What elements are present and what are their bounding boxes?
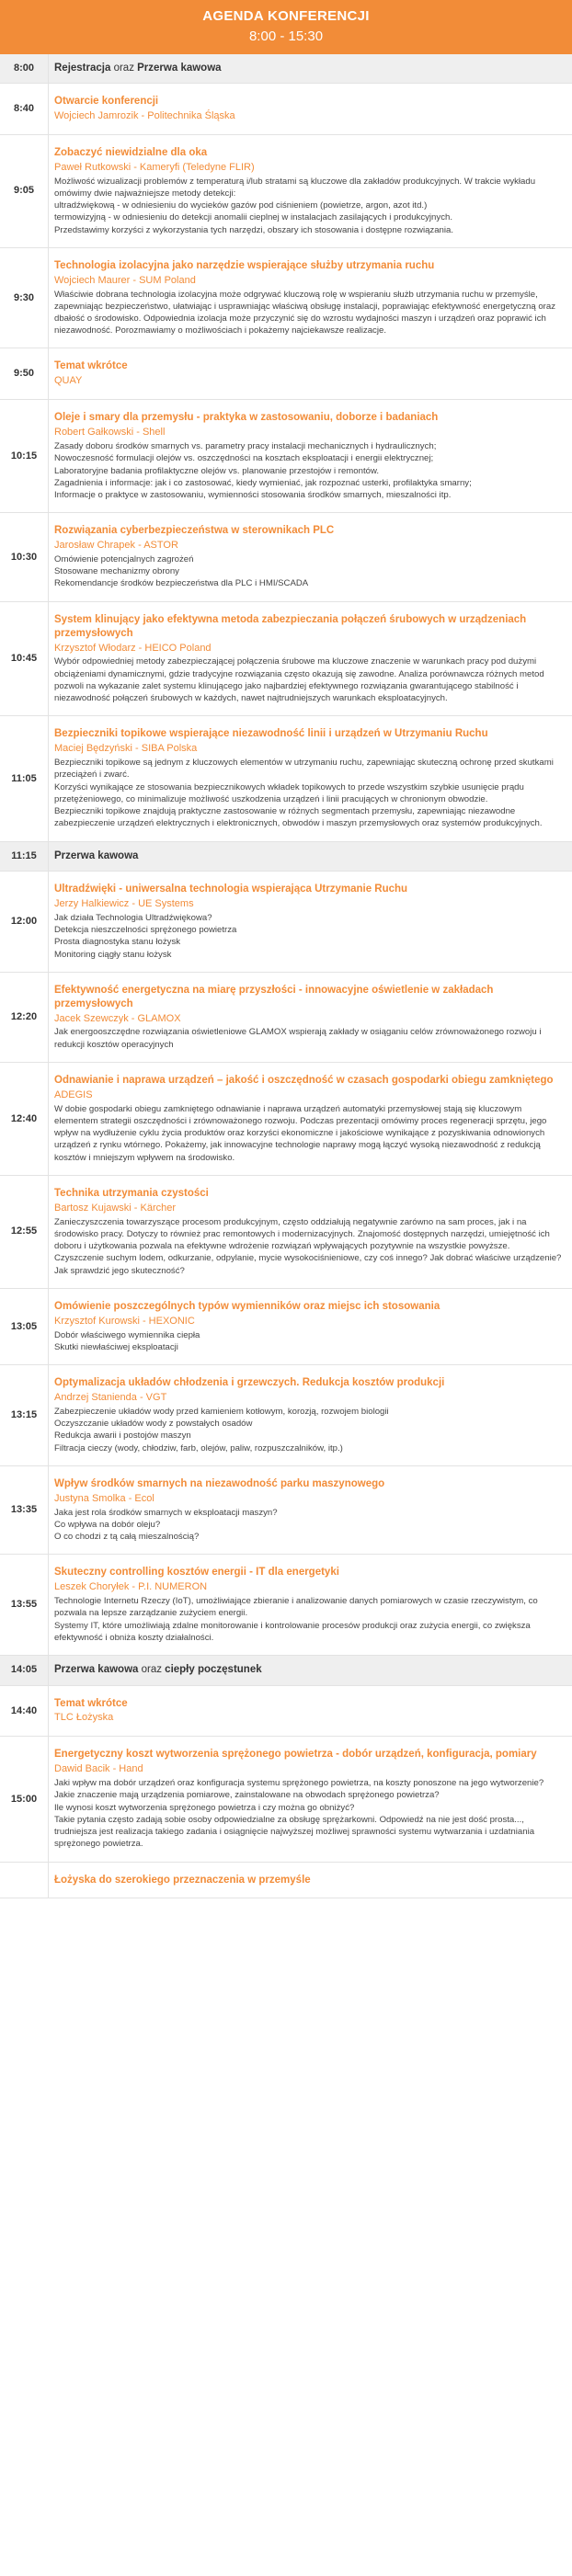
session-title: Technika utrzymania czystości	[54, 1187, 209, 1199]
session-row	[0, 1176, 572, 1289]
break-label: Rejestracja	[54, 62, 111, 74]
session-title: Efektywność energetyczna na miarę przyszłości - innowacyjne oświetlenie w zakładach przemysłowych	[54, 984, 494, 1009]
break-label: Przerwa kawowa	[137, 62, 222, 74]
session-content	[48, 602, 572, 716]
time-slot: 10:15	[10, 450, 38, 462]
session-speaker: Krzysztof Kurowski - HEXONIC	[54, 1315, 195, 1327]
time-slot: 8:00	[13, 62, 35, 74]
session-speaker: Bartosz Kujawski - Kärcher	[54, 1202, 177, 1214]
break-connector: oraz	[110, 62, 138, 74]
time-slot: 11:15	[11, 849, 37, 861]
session-description: Jaka jest rola środków smarnych w eksploatacji maszyn? Co wpływa na dobór oleju? O co chodzi z tą całą mieszalnością?	[54, 1507, 278, 1543]
time-slot: 15:00	[10, 1793, 38, 1805]
session-description: Wybór odpowiedniej metody zabezpieczającej połączenia śrubowe ma kluczowe znaczenie w warunkach pracy pod dużymi obciążeniami dynamicznymi, gdzie tradycyjne rozwiązania często okazują się zawodne. Analiza porównawcza różnych metod pozwoli na wykazanie zalet systemu klinującego jako najbardziej efektywnego rozwiązania gwarantującego stabilność i niezawodność połączeń śrubowych w każdych, nawet najtrudniejszych warunkach eksploatacyjnych.	[54, 656, 544, 704]
session-content	[48, 716, 572, 840]
session-content	[48, 1176, 572, 1288]
session-title: Odnawianie i naprawa urządzeń – jakość i oszczędność w czasach gospodarki obiegu zamkniętego	[54, 1074, 554, 1086]
session-row	[0, 248, 572, 349]
time-slot: 12:40	[10, 1112, 38, 1124]
session-speaker: Paweł Rutkowski - Kameryfi (Teledyne FLIR)	[54, 161, 255, 173]
agenda-title: AGENDA KONFERENCJI	[202, 8, 370, 24]
session-title: Wpływ środków smarnych na niezawodność parku maszynowego	[54, 1477, 385, 1489]
time-slot: 10:45	[10, 653, 38, 665]
session-title: System klinujący jako efektywna metoda zabezpieczania połączeń śrubowych w urządzeniach przemysłowych	[54, 613, 527, 639]
agenda-time-range: 8:00 - 15:30	[248, 28, 324, 45]
session-row	[0, 973, 572, 1063]
session-title: Bezpieczniki topikowe wspierające niezawodność linii i urządzeń w Utrzymaniu Ruchu	[54, 728, 488, 740]
session-row	[0, 348, 572, 400]
time-slot: 9:05	[13, 185, 35, 197]
session-row	[0, 135, 572, 248]
time-slot: 12:00	[10, 915, 38, 927]
session-row	[0, 1063, 572, 1176]
session-row	[0, 1365, 572, 1466]
session-row	[0, 872, 572, 973]
session-title: Temat wkrótce	[54, 1697, 128, 1709]
session-speaker: Dawid Bacik - Hand	[54, 1763, 143, 1775]
session-speaker: Leszek Choryłek - P.I. NUMERON	[54, 1581, 208, 1593]
session-speaker: ADEGIS	[54, 1089, 93, 1100]
time-slot: 13:35	[10, 1504, 38, 1516]
session-speaker: Krzysztof Włodarz - HEICO Poland	[54, 642, 212, 654]
time-slot: 9:30	[13, 291, 35, 303]
time-slot: 13:55	[10, 1599, 38, 1611]
session-title: Łożyska do szerokiego przeznaczenia w przemyśle	[54, 1874, 311, 1886]
session-row	[0, 1686, 572, 1738]
session-content	[48, 1063, 572, 1175]
session-row	[0, 84, 572, 135]
session-title: Temat wkrótce	[54, 360, 128, 372]
session-title: Omówienie poszczególnych typów wymienników oraz miejsc ich stosowania	[54, 1300, 440, 1312]
break-content	[48, 54, 572, 84]
session-content	[48, 1466, 572, 1554]
session-speaker: Maciej Będzyński - SIBA Polska	[54, 743, 198, 755]
session-title: Energetyczny koszt wytworzenia sprężonego powietrza - dobór urządzeń, konfiguracja, pomiary	[54, 1749, 537, 1761]
session-content	[48, 135, 572, 247]
session-description: Bezpieczniki topikowe są jednym z kluczowych elementów w utrzymaniu ruchu, zapewniając skuteczną ochronę przed skutkami przeciążeń i zwarć. Korzyści wynikające ze stosowania bezpiecznikowych wkładek topikowych to przede wszystkim szybkie usunięcie prądu przetężeniowego, co minimalizuje możliwość uszkodzenia urządzeń i linii pracujących w chronionym obwodzie. Bezpieczniki topikowe znajdują praktyczne zastosowanie w różnych segmentach przemysłu, zapewniając niezawodne zabezpieczenie urządzeń elektrycznych i elektronicznych, obwodów i maszyn przemysłowych oraz systemów produkcyjnych.	[54, 758, 554, 829]
break-content	[48, 842, 572, 872]
session-content	[48, 513, 572, 600]
break-content	[48, 1656, 572, 1685]
session-speaker: QUAY	[54, 375, 83, 387]
session-title: Technologia izolacyjna jako narzędzie wspierające służby utrzymania ruchu	[54, 259, 435, 271]
session-speaker: Jarosław Chrapek - ASTOR	[54, 540, 178, 552]
session-row	[0, 716, 572, 841]
break-row	[0, 54, 572, 85]
session-description: Dobór właściwego wymiennika ciepła Skutki niewłaściwej eksploatacji	[54, 1329, 200, 1352]
session-content	[48, 400, 572, 512]
session-content	[48, 348, 572, 399]
session-row	[0, 1737, 572, 1862]
session-title: Zobaczyć niewidzialne dla oka	[54, 146, 208, 158]
time-slot: 14:05	[10, 1664, 38, 1676]
session-title: Rozwiązania cyberbezpieczeństwa w sterownikach PLC	[54, 525, 335, 537]
session-description: Zasady doboru środków smarnych vs. parametry pracy instalacji mechanicznych i hydraulicznych; Nowoczesność formulacji olejów vs. oszczędności na kosztach eksploatacji i energii elektrycznej; Laboratoryjne badania profilaktyczne olejów vs. planowanie przestojów i remontów. Zagadnienia i informacje: jak i co zastosować, kiedy wymieniać, jak rozpoznać usterki, profilaktyka smarny; Informacje o praktyce w zastosowaniu, wymienności stosowania środków smarnych, mieszalności itp.	[54, 441, 472, 500]
time-slot: 12:55	[10, 1225, 38, 1237]
session-speaker: Jerzy Halkiewicz - UE Systems	[54, 897, 194, 909]
session-description: Jaki wpływ ma dobór urządzeń oraz konfiguracja systemu sprężonego powietrza, na koszty ponoszone na jego wytworzenie? Jakie znaczenie mają urządzenia pomiarowe, zainstalowane na obwodach sprężonego powietrza? Ile wynosi koszt wytworzenia sprężonego powietrza i czy można go obniżyć? Takie pytania często zadają sobie osoby odpowiedzialne za obsługę sprężarkowni. Odpowiedź na nie jest dość prosta..., trudniejsza jest realizacja takiego zadania i osiągnięcie najwyższej możliwej sprawności systemu wytwarzania i uzdatniania sprężonego powietrza.	[54, 1778, 544, 1850]
session-content	[48, 1555, 572, 1655]
session-speaker: Jacek Szewczyk - GLAMOX	[54, 1012, 181, 1024]
session-description: Możliwość wizualizacji problemów z temperaturą i/lub stratami są kluczowe dla zakładów produkcyjnych. W trakcie wykładu omówimy dwie najważniejsze metody detekcji: ultradźwiękową - w odniesieniu do wycieków gazów pod ciśnieniem (powietrze, argon, azot itd.) termowizyjną - w odniesieniu do detekcji anomalii cieplnej w instalacjach zasilających i produkcyjnych. Przedstawimy korzyści z wykorzystania tych narzędzi, obszary ich stosowania i dostępne rozwiązania.	[54, 176, 536, 235]
time-slot: 9:50	[13, 368, 35, 380]
time-slot	[0, 1863, 48, 1898]
session-content	[48, 1863, 572, 1898]
session-speaker: Wojciech Jamrozik - Politechnika Śląska	[54, 109, 235, 121]
break-row	[0, 842, 572, 872]
session-row	[0, 602, 572, 717]
session-description: Omówienie potencjalnych zagrożeń Stosowane mechanizmy obrony Rekomendancje środków bezpieczeństwa dla PLC i HMI/SCADA	[54, 553, 309, 589]
session-speaker: TLC Łożyska	[54, 1712, 114, 1724]
time-slot: 10:30	[10, 551, 38, 563]
session-title: Otwarcie konferencji	[54, 96, 159, 108]
session-content	[48, 1737, 572, 1861]
break-label: ciepły poczęstunek	[165, 1664, 262, 1676]
break-label: Przerwa kawowa	[54, 849, 139, 861]
session-row	[0, 1466, 572, 1555]
session-content	[48, 973, 572, 1062]
session-description: Zabezpieczenie układów wody przed kamieniem kotłowym, korozją, rozwojem biologii Oczyszczanie układów wody z powstałych osadów Redukcja awarii i postojów maszyn Filtracja cieczy (wody, chłodziw, farb, olejów, paliw, rozpuszczalników, itp.)	[54, 1406, 389, 1453]
session-title: Ultradźwięki - uniwersalna technologia wspierająca Utrzymanie Ruchu	[54, 883, 408, 895]
session-row	[0, 1863, 572, 1899]
session-title: Skuteczny controlling kosztów energii - IT dla energetyki	[54, 1567, 339, 1579]
session-speaker: Robert Gałkowski - Shell	[54, 427, 166, 439]
session-row	[0, 400, 572, 513]
session-description: Jak energooszczędne rozwiązania oświetleniowe GLAMOX wspierają zakłady w osiąganiu celów zrównoważonego rozwoju i redukcji kosztów operacyjnych	[54, 1027, 542, 1050]
break-connector: oraz	[138, 1664, 166, 1676]
session-description: Właściwie dobrana technologia izolacyjna może odgrywać kluczową rolę w wspieraniu służb utrzymania ruchu w przemyśle, zapewniając bezpieczeństwo, ułatwiając i usprawniając właściwą obsługę instalacji, poprawiając efektywność energetyczną oraz dbałość o środowisko. Odpowiednia izolacja może przyczynić się do wzrostu wydajności maszyn i urządzeń oraz poprawić ich niezawodność. Porozmawiamy o możliwościach i pokażemy najciekawsze realizacje.	[54, 289, 555, 336]
agenda-header	[0, 0, 572, 54]
session-description: Zanieczyszczenia towarzyszące procesom produkcyjnym, często oddziałują negatywnie zarówno na sam proces, jak i na środowisko pracy. Dotyczy to również prac remontowych i modernizacyjnych. Znajomość dostępnych narzędzi, umiejętność ich doboru i użytkowania pozwala na efektywne wdrożenie rozwiązań wpływających pozytywnie na wszystkie powyższe. Czyszczenie suchym lodem, odkurzanie, odpylanie, mycie wysokociśnieniowe, czy coś innego? Jak dobrać właściwe urządzenie? Jak sprawdzić jego skuteczność?	[54, 1216, 562, 1276]
session-content	[48, 248, 572, 348]
time-slot: 8:40	[13, 102, 35, 114]
session-speaker: Justyna Smolka - Ecol	[54, 1492, 154, 1504]
break-label: Przerwa kawowa	[54, 1664, 139, 1676]
session-title: Optymalizacja układów chłodzenia i grzewczych. Redukcja kosztów produkcji	[54, 1377, 445, 1389]
session-speaker: Andrzej Stanienda - VGT	[54, 1392, 167, 1404]
session-description: Jak działa Technologia Ultradźwiękowa? Detekcja nieszczelności sprężonego powietrza Prosta diagnostyka stanu łożysk Monitoring ciągły stanu łożysk	[54, 912, 237, 960]
session-speaker: Wojciech Maurer - SUM Poland	[54, 274, 196, 286]
session-title: Oleje i smary dla przemysłu - praktyka w zastosowaniu, doborze i badaniach	[54, 412, 439, 424]
time-slot: 14:40	[10, 1704, 38, 1716]
session-content	[48, 1686, 572, 1737]
session-row	[0, 1289, 572, 1365]
session-row	[0, 513, 572, 601]
agenda-list	[0, 54, 572, 1899]
session-content	[48, 1365, 572, 1465]
session-description: Technologie Internetu Rzeczy (IoT), umożliwiające zbieranie i analizowanie danych pomiarowych w czasie rzeczywistym, co pozwala na lepsze zarządzanie zużyciem energii. Systemy IT, które umożliwiają zdalne monitorowanie i kontrolowanie procesów produkcji oraz zużycia energii, co zwiększa efektywność i obniża koszty działalności.	[54, 1596, 538, 1643]
break-row	[0, 1656, 572, 1686]
session-row	[0, 1555, 572, 1656]
time-slot: 11:05	[11, 772, 37, 784]
time-slot: 13:05	[10, 1320, 38, 1332]
session-content	[48, 1289, 572, 1364]
session-content	[48, 872, 572, 972]
time-slot: 12:20	[10, 1010, 38, 1022]
time-slot: 13:15	[10, 1409, 38, 1421]
session-description: W dobie gospodarki obiegu zamkniętego odnawianie i naprawa urządzeń automatyki przemysłowej stają się kluczowym elementem strategii oszczędności i zrównoważonego rozwoju. Podczas prezentacji omówimy proces regeneracji sprzętu, jego wpływ na wydłużenie cyklu życia produktów oraz korzyści ekonomiczne i jakościowe wynikające z pozyskiwania odnowionych urządzeń z rynku wtórnego. Pokażemy, jak innowacyjne technologie naprawy mogą łączyć wysoką niezawodność z redukcją kosztów i mniejszym wpływem na środowisko.	[54, 1103, 547, 1163]
session-content	[48, 84, 572, 134]
